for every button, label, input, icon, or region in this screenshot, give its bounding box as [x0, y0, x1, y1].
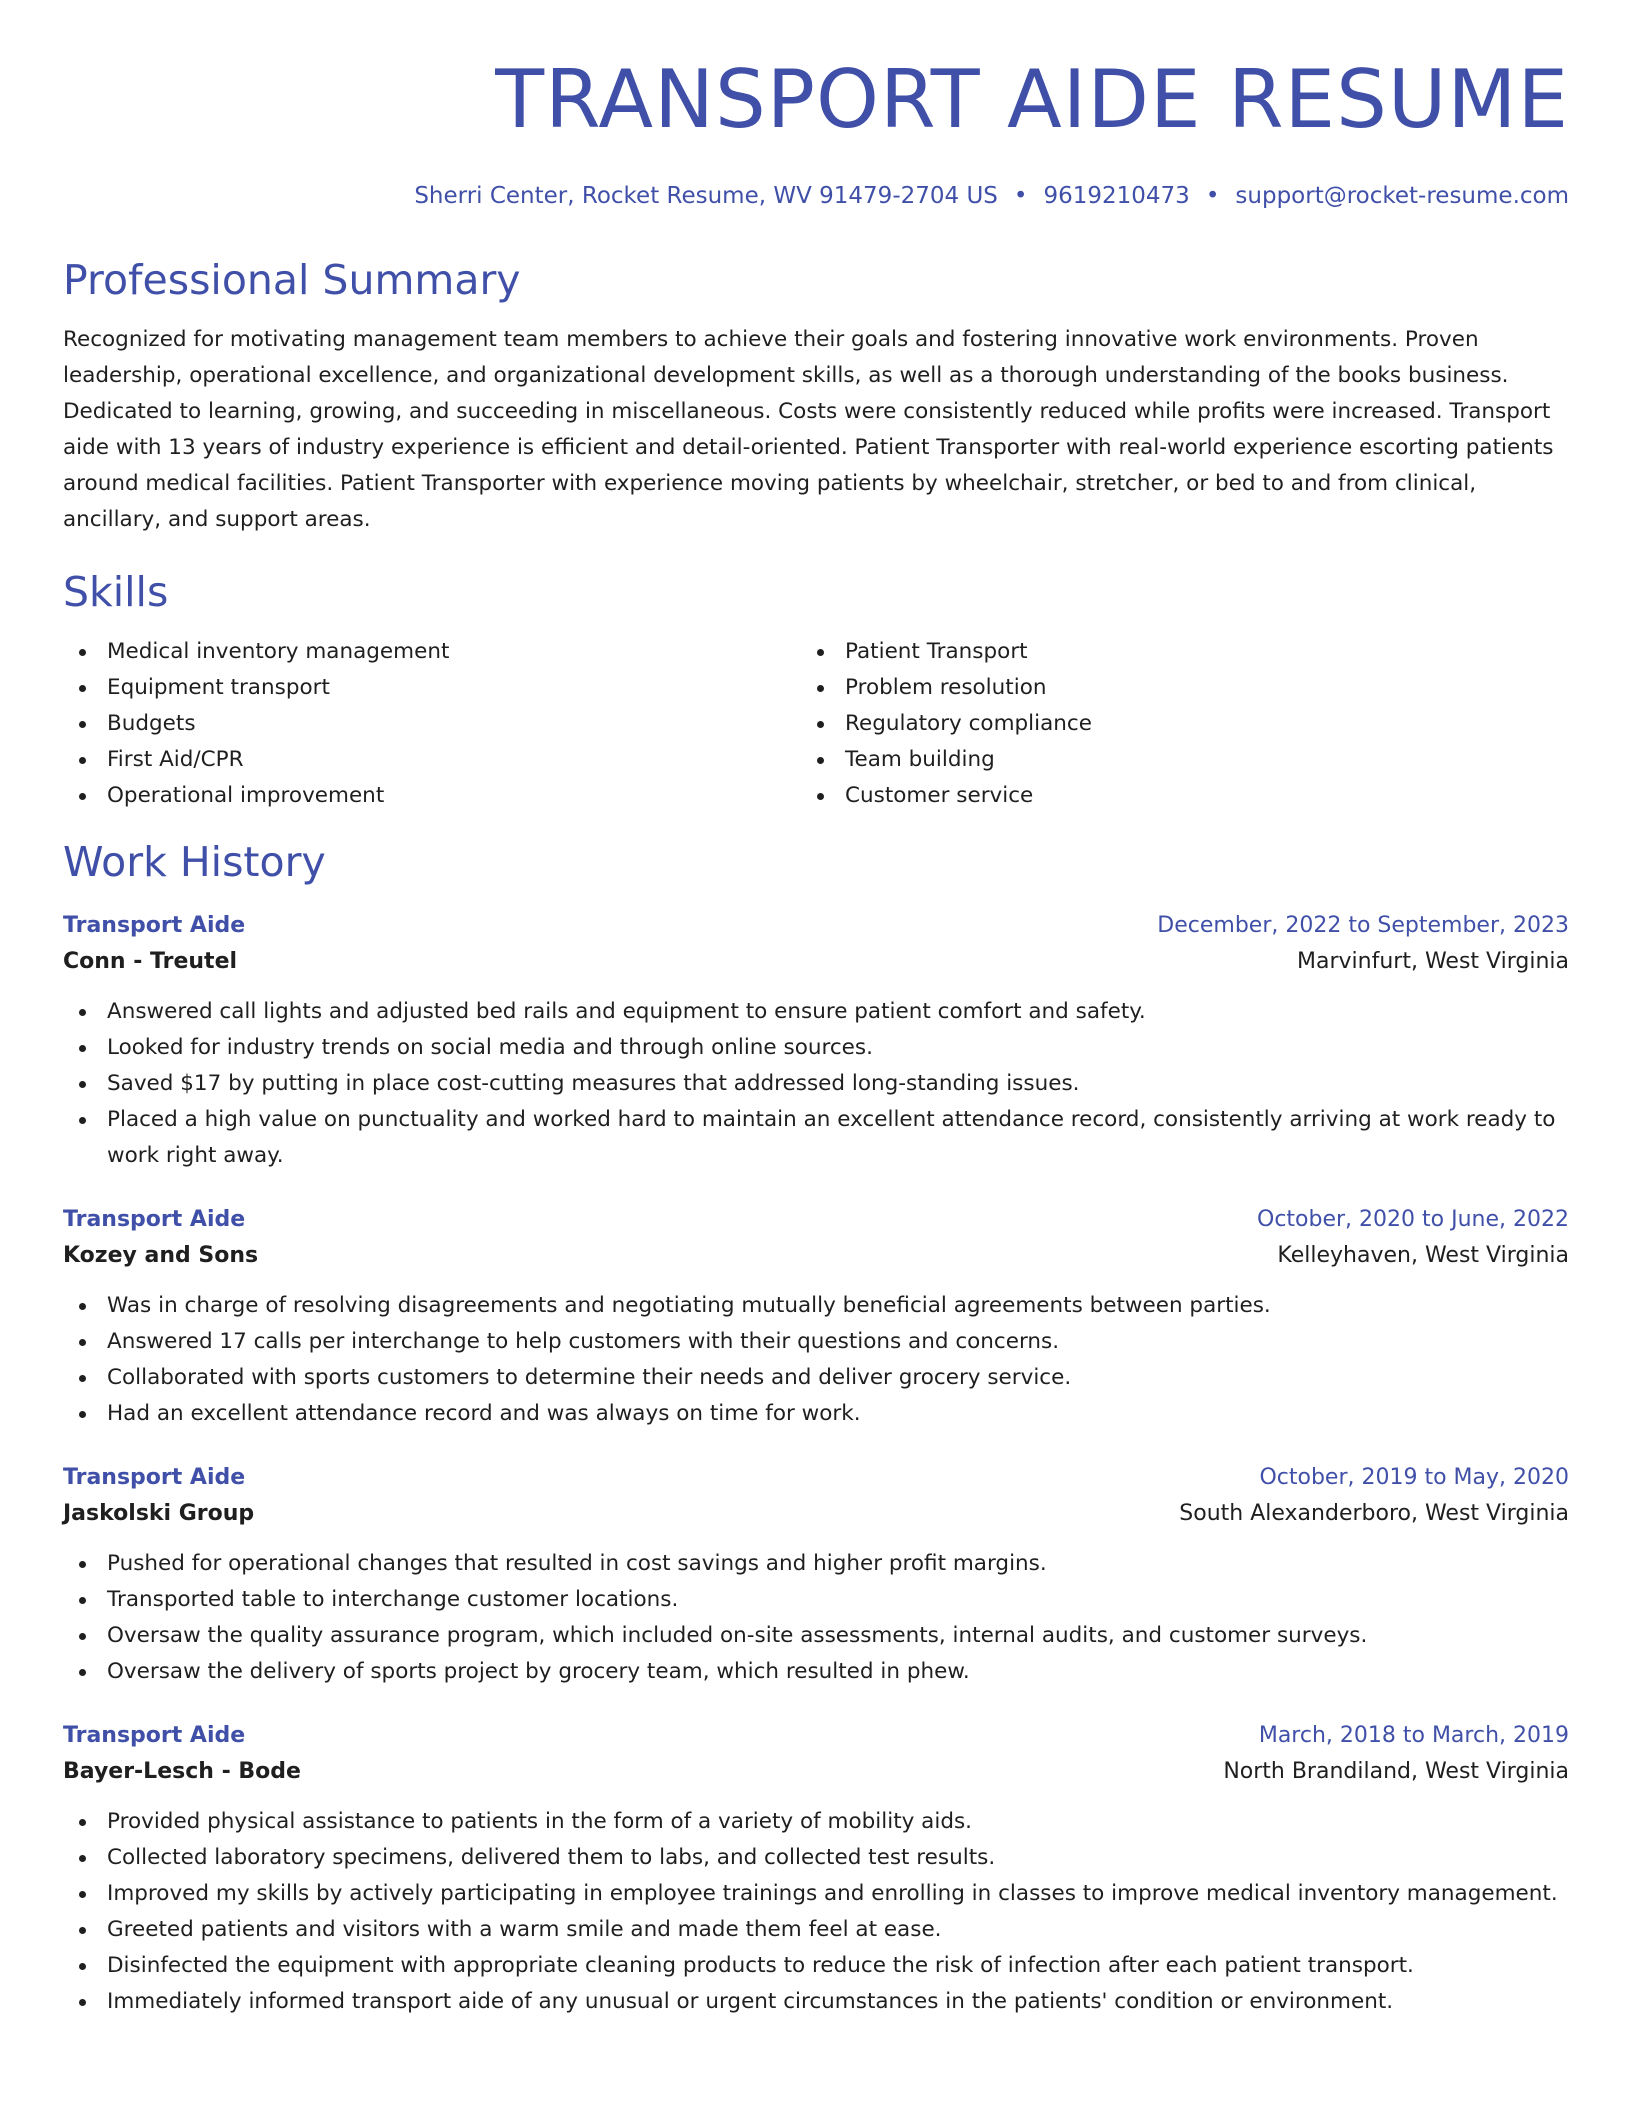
summary-text: Recognized for motivating management team members to achieve their goals and fostering innovative work environments. Proven leadership, operational excellence, and organizational development skills, as well as a thorough understanding of the books business. Dedicated to learning, growing, and succeeding in miscellaneous. Costs were consistently reduced while profits were increased. Transport aide with 13 years of industry experience is efficient and detail-oriented. Patient Transporter with real-world experience escorting patients around medical facilities. Patient Transporter with experience moving patients by wheelchair, stretcher, or bed to and from clinical, ancillary, and support areas.: [63, 327, 1554, 532]
skill-item: First Aid/CPR: [63, 742, 801, 778]
work-history-heading: Work History: [63, 838, 326, 886]
job-company: Bayer-Lesch - Bode: [63, 1759, 301, 1784]
duty-item: Answered call lights and adjusted bed rails and equipment to ensure patient comfort and safety.: [63, 994, 1569, 1030]
contact-phone: 9619210473: [1043, 183, 1190, 209]
job-title: Transport Aide: [63, 1465, 246, 1490]
job-location: Marvinfurt, West Virginia: [1297, 949, 1569, 974]
bullet-icon: [79, 721, 86, 728]
bullet-icon: [79, 649, 86, 656]
skill-item: Customer service: [801, 778, 1539, 814]
contact-separator: •: [1013, 183, 1028, 209]
job-duties: [63, 994, 1569, 1174]
duty-item: Collected laboratory specimens, delivered them to labs, and collected test results.: [63, 1840, 1569, 1876]
skill-item: Budgets: [63, 706, 801, 742]
job-dates: October, 2019 to May, 2020: [1259, 1465, 1569, 1490]
duty-item: Looked for industry trends on social media and through online sources.: [63, 1030, 1569, 1066]
bullet-icon: [79, 1633, 86, 1640]
job-dates: October, 2020 to June, 2022: [1257, 1207, 1569, 1232]
duty-item: Placed a high value on punctuality and worked hard to maintain an excellent attendance record, consistently arriving at work ready to work right away.: [63, 1102, 1569, 1174]
contact-separator: •: [1205, 183, 1220, 209]
bullet-icon: [79, 757, 86, 764]
skill-item: Operational improvement: [63, 778, 801, 814]
job-location: North Brandiland, West Virginia: [1223, 1759, 1569, 1784]
skill-item: Equipment transport: [63, 670, 801, 706]
job-entry: [63, 1460, 1569, 1690]
duty-item: Saved $17 by putting in place cost-cutting measures that addressed long-standing issues.: [63, 1066, 1569, 1102]
duty-item: Greeted patients and visitors with a warm smile and made them feel at ease.: [63, 1912, 1569, 1948]
bullet-icon: [79, 1009, 86, 1016]
bullet-icon: [79, 1819, 86, 1826]
job-company: Conn - Treutel: [63, 949, 238, 974]
contact-line: [63, 180, 1569, 212]
bullet-icon: [79, 1963, 86, 1970]
job-title: Transport Aide: [63, 1207, 246, 1232]
contact-email[interactable]: support@rocket-resume.com: [1235, 183, 1569, 209]
bullet-icon: [817, 721, 824, 728]
duty-item: Disinfected the equipment with appropriate cleaning products to reduce the risk of infection after each patient transport.: [63, 1948, 1569, 1984]
duty-item: Had an excellent attendance record and was always on time for work.: [63, 1396, 1569, 1432]
duty-item: Answered 17 calls per interchange to help customers with their questions and concerns.: [63, 1324, 1569, 1360]
skill-item: Team building: [801, 742, 1539, 778]
bullet-icon: [79, 1339, 86, 1346]
bullet-icon: [79, 1891, 86, 1898]
job-title: Transport Aide: [63, 1723, 246, 1748]
job-company: Kozey and Sons: [63, 1243, 259, 1268]
skills-column-right: [801, 634, 1539, 814]
job-location: South Alexanderboro, West Virginia: [1179, 1501, 1569, 1526]
bullet-icon: [79, 1303, 86, 1310]
skills-column-left: [63, 634, 801, 814]
job-dates: December, 2022 to September, 2023: [1157, 913, 1569, 938]
skill-item: Problem resolution: [801, 670, 1539, 706]
job-location: Kelleyhaven, West Virginia: [1277, 1243, 1569, 1268]
bullet-icon: [79, 1999, 86, 2006]
bullet-icon: [79, 1669, 86, 1676]
bullet-icon: [79, 1411, 86, 1418]
job-duties: [63, 1546, 1569, 1690]
skills-list: [63, 634, 1569, 814]
skills-heading: Skills: [63, 568, 169, 616]
bullet-icon: [79, 793, 86, 800]
bullet-icon: [79, 1561, 86, 1568]
bullet-icon: [79, 1375, 86, 1382]
bullet-icon: [79, 1927, 86, 1934]
duty-item: Collaborated with sports customers to determine their needs and deliver grocery service.: [63, 1360, 1569, 1396]
duty-item: Was in charge of resolving disagreements and negotiating mutually beneficial agreements between parties.: [63, 1288, 1569, 1324]
skill-item: Patient Transport: [801, 634, 1539, 670]
resume-name: TRANSPORT AIDE RESUME: [495, 53, 1569, 146]
job-entry: [63, 1202, 1569, 1432]
bullet-icon: [79, 1081, 86, 1088]
bullet-icon: [817, 757, 824, 764]
bullet-icon: [79, 1045, 86, 1052]
duty-item: Provided physical assistance to patients in the form of a variety of mobility aids.: [63, 1804, 1569, 1840]
bullet-icon: [79, 1855, 86, 1862]
duty-item: Oversaw the delivery of sports project by grocery team, which resulted in phew.: [63, 1654, 1569, 1690]
bullet-icon: [79, 685, 86, 692]
job-company: Jaskolski Group: [63, 1501, 255, 1526]
duty-item: Immediately informed transport aide of any unusual or urgent circumstances in the patients' condition or environment.: [63, 1984, 1569, 2020]
contact-address: Sherri Center, Rocket Resume, WV 91479-2704 US: [414, 183, 998, 209]
bullet-icon: [817, 793, 824, 800]
job-entry: [63, 908, 1569, 1174]
job-duties: [63, 1288, 1569, 1432]
summary-heading: Professional Summary: [63, 256, 521, 304]
job-title: Transport Aide: [63, 913, 246, 938]
bullet-icon: [79, 1117, 86, 1124]
duty-item: Oversaw the quality assurance program, which included on-site assessments, internal audits, and customer surveys.: [63, 1618, 1569, 1654]
job-dates: March, 2018 to March, 2019: [1258, 1723, 1569, 1748]
bullet-icon: [79, 1597, 86, 1604]
bullet-icon: [817, 649, 824, 656]
duty-item: Improved my skills by actively participating in employee trainings and enrolling in classes to improve medical inventory management.: [63, 1876, 1569, 1912]
skill-item: Medical inventory management: [63, 634, 801, 670]
job-entry: [63, 1718, 1569, 2020]
job-duties: [63, 1804, 1569, 2020]
skill-item: Regulatory compliance: [801, 706, 1539, 742]
duty-item: Pushed for operational changes that resulted in cost savings and higher profit margins.: [63, 1546, 1569, 1582]
duty-item: Transported table to interchange customer locations.: [63, 1582, 1569, 1618]
bullet-icon: [817, 685, 824, 692]
